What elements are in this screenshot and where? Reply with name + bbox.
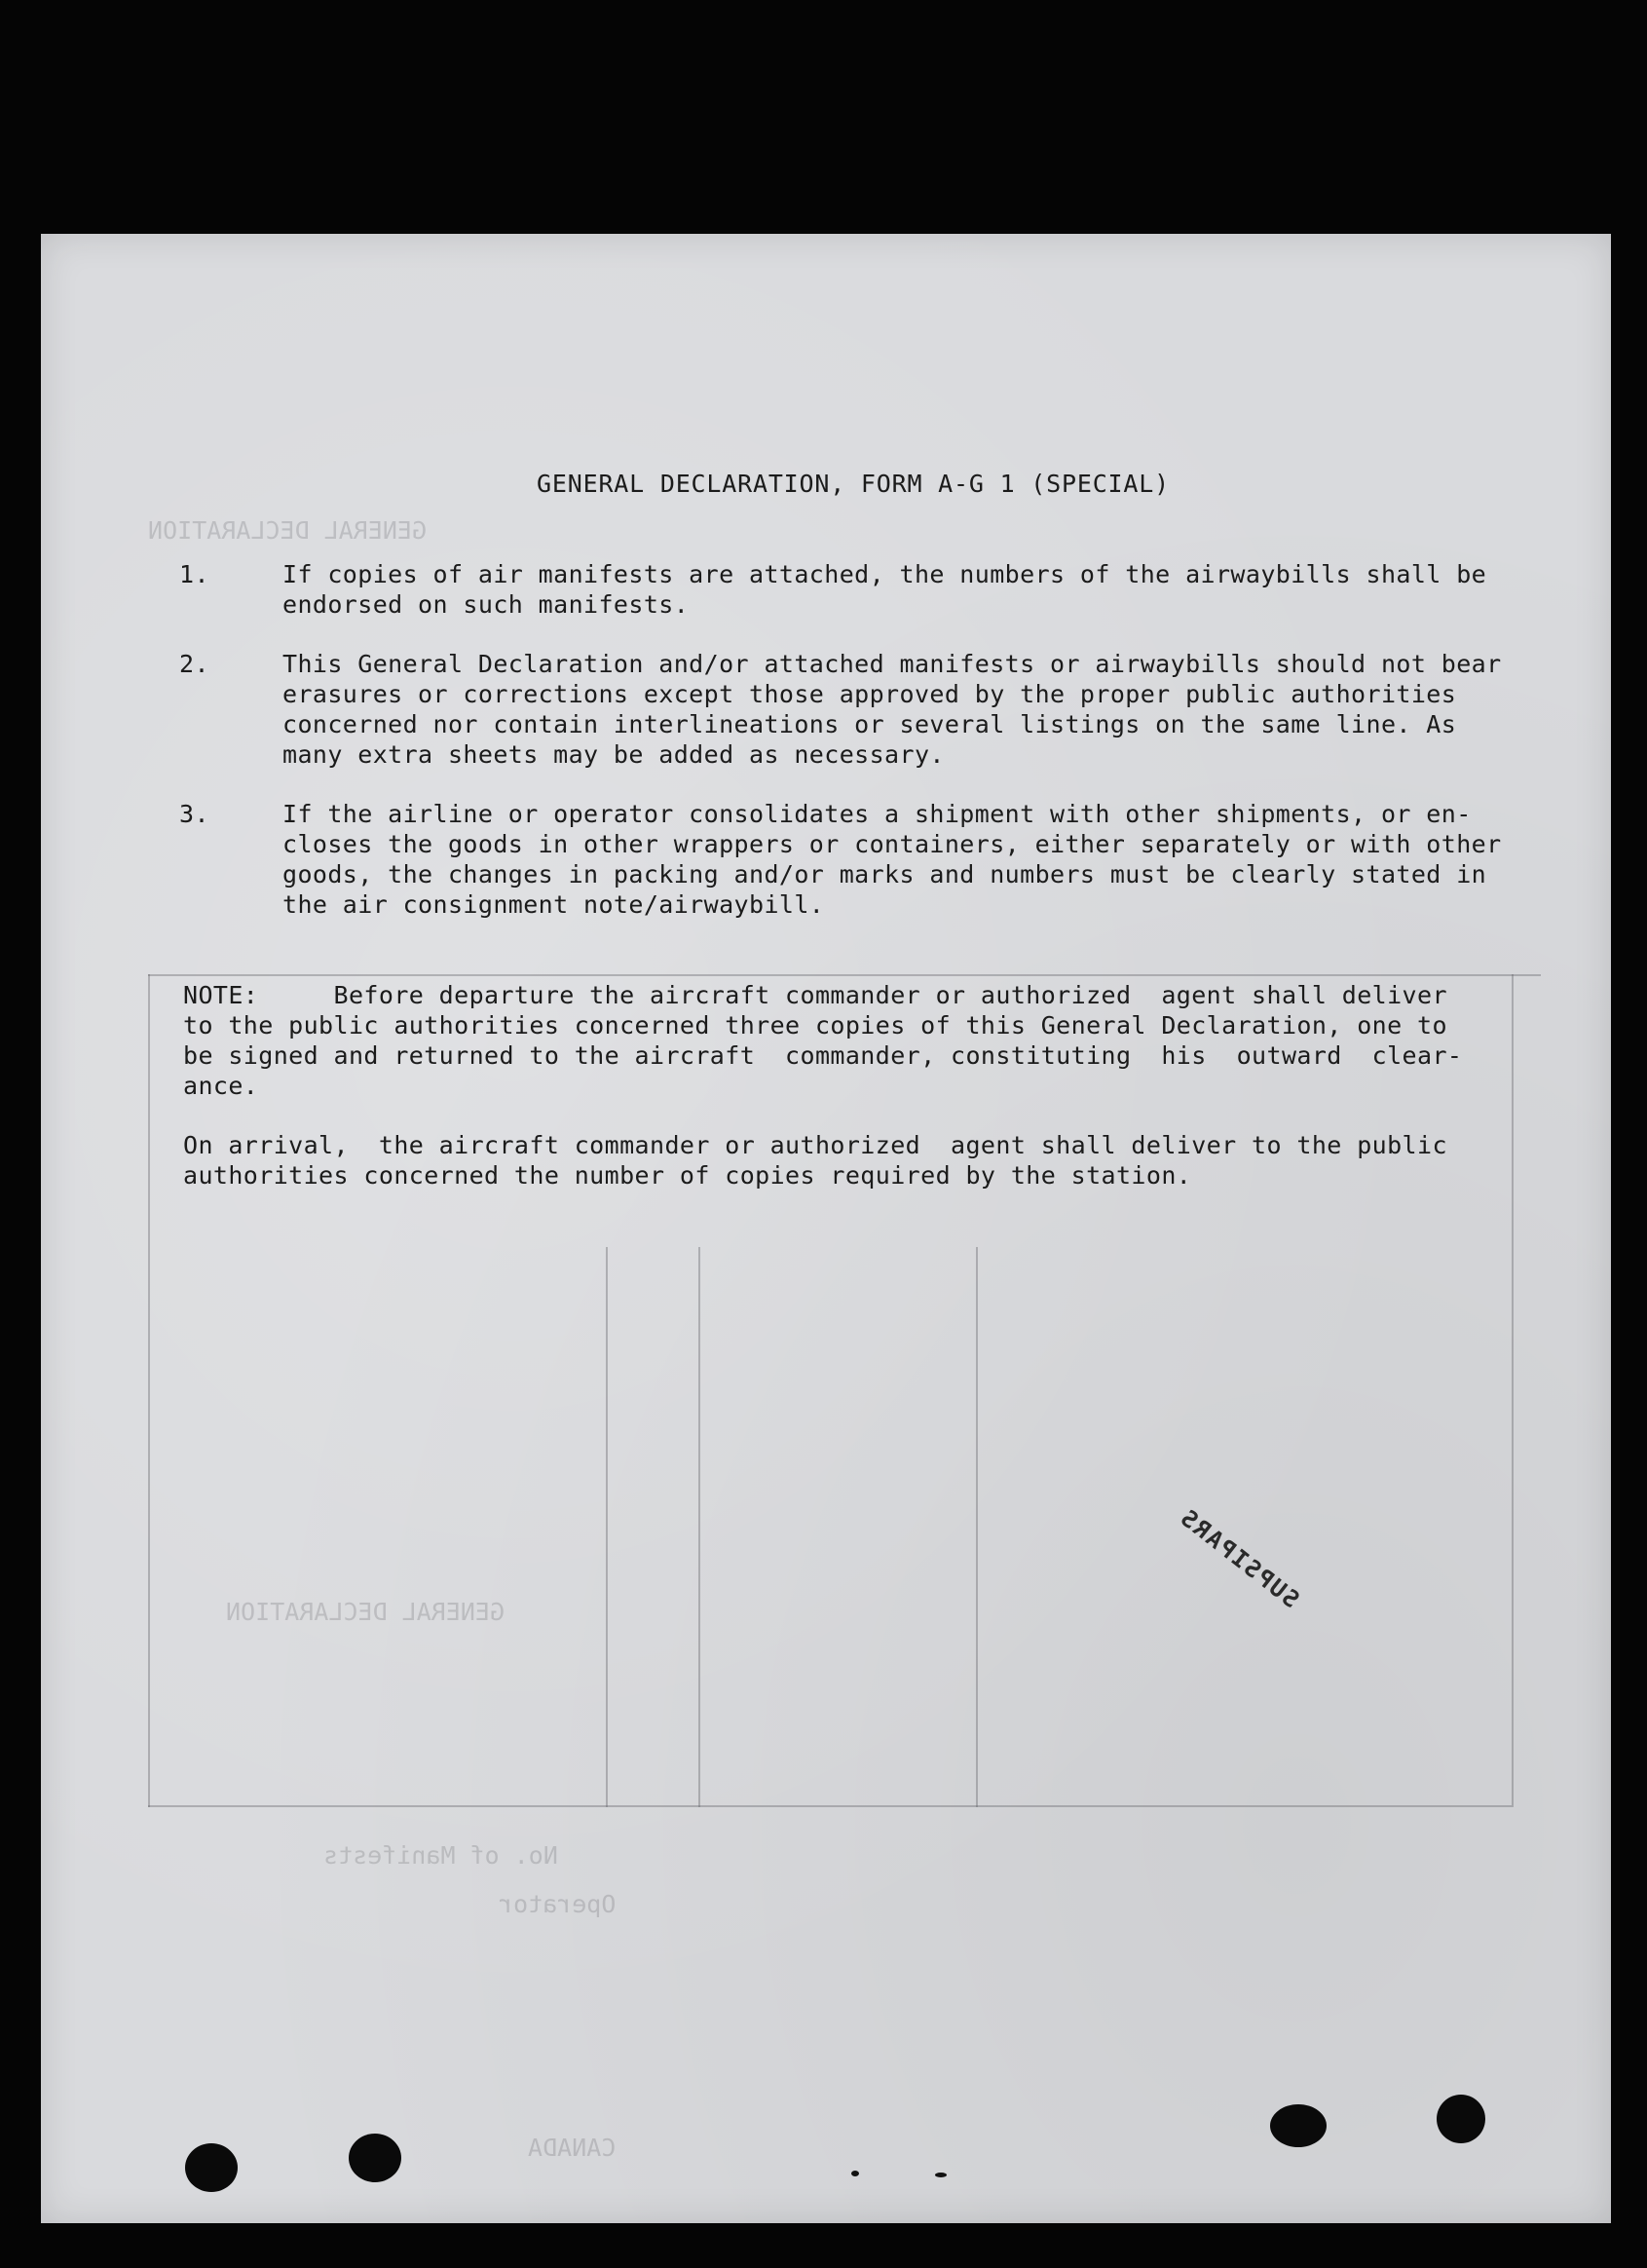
note-line: to the public authorities concerned three copies of this General Declaration, one to xyxy=(183,1011,1447,1040)
document-title: GENERAL DECLARATION, FORM A-G 1 (SPECIAL) xyxy=(537,470,1170,498)
item-number: 1. xyxy=(179,560,209,588)
ghost-text-1: GENERAL DECLARATION xyxy=(148,516,427,545)
ghost-divider-3 xyxy=(976,1247,978,1807)
punch-hole xyxy=(1437,2095,1485,2143)
item-line: endorsed on such manifests. xyxy=(282,590,690,619)
item-line: This General Declaration and/or attached manifests or airwaybills should not bear xyxy=(282,650,1502,678)
note-line: On arrival, the aircraft commander or authorized agent shall deliver to the public xyxy=(183,1131,1447,1159)
rotated-stamp xyxy=(1174,1503,1304,1613)
ghost-box-top xyxy=(148,974,1541,976)
speck-mark xyxy=(851,2171,859,2176)
document-sheet xyxy=(41,234,1611,2223)
item-line: concerned nor contain interlineations or several listings on the same line. As xyxy=(282,710,1457,738)
speck-mark xyxy=(935,2173,947,2177)
note-line: authorities concerned the number of copies required by the station. xyxy=(183,1161,1192,1190)
ghost-text-3: No. of Manifests xyxy=(323,1841,558,1870)
item-number: 3. xyxy=(179,800,209,828)
ghost-text-2: GENERAL DECLARATION xyxy=(226,1598,505,1626)
punch-hole xyxy=(185,2143,238,2192)
item-line: erasures or corrections except those approved by the proper public authorities xyxy=(282,680,1457,708)
item-line: If copies of air manifests are attached, the numbers of the airwaybills shall be xyxy=(282,560,1487,588)
item-text xyxy=(282,799,1523,920)
punch-hole xyxy=(349,2134,401,2182)
item-line: goods, the changes in packing and/or marks and numbers must be clearly stated in xyxy=(282,860,1487,888)
punch-hole xyxy=(1270,2104,1327,2147)
item-line: closes the goods in other wrappers or containers, either separately or with other xyxy=(282,830,1502,858)
note-line: ance. xyxy=(183,1072,259,1100)
ghost-box-bottom xyxy=(148,1805,1512,1807)
ghost-box-left xyxy=(148,974,150,1807)
note-paragraph xyxy=(183,1130,1517,1191)
item-text xyxy=(282,649,1523,770)
item-number: 2. xyxy=(179,650,209,678)
item-line: many extra sheets may be added as necessary. xyxy=(282,740,945,769)
ghost-divider-2 xyxy=(698,1247,700,1807)
item-line: the air consignment note/airwaybill. xyxy=(282,890,825,919)
ghost-text-4: Operator xyxy=(499,1890,617,1918)
note-line: NOTE: Before departure the aircraft commander or authorized agent shall deliver xyxy=(183,981,1447,1009)
note-paragraph xyxy=(183,980,1517,1101)
item-line: If the airline or operator consolidates a shipment with other shipments, or en- xyxy=(282,800,1472,828)
ghost-text-5: CANADA xyxy=(528,2134,617,2162)
item-text xyxy=(282,559,1523,620)
ghost-divider-1 xyxy=(606,1247,608,1807)
stamp-text: SUPSIPARS xyxy=(1174,1502,1305,1614)
note-line: be signed and returned to the aircraft commander, constituting his outward clear- xyxy=(183,1041,1463,1070)
